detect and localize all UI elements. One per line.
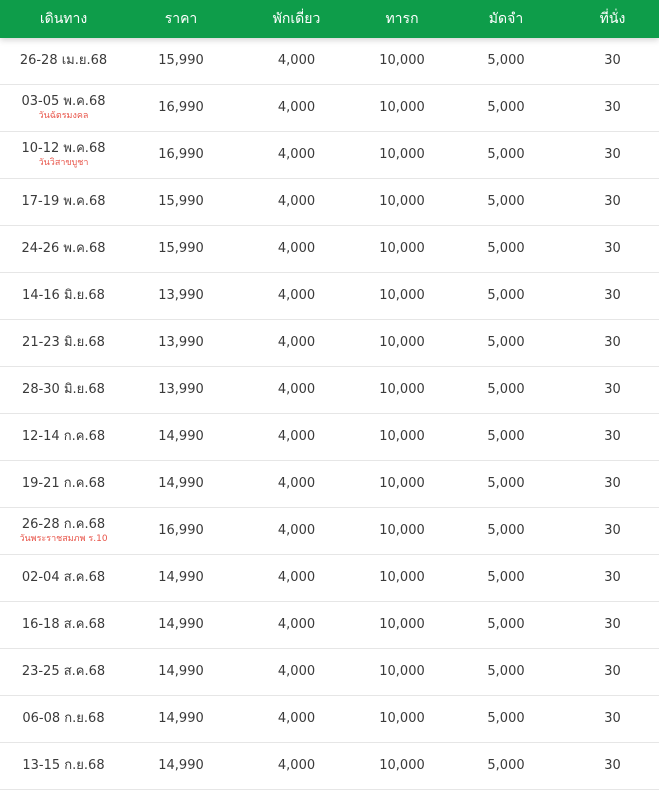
infant-cell: 10,000 [379,523,425,538]
price-cell: 13,990 [158,288,204,303]
travel-date-cell [0,758,127,774]
infant-cell: 10,000 [379,53,425,68]
single-supplement-cell: 4,000 [277,664,316,679]
table-row [0,226,659,273]
seats-cell: 30 [604,335,621,350]
deposit-cell: 5,000 [487,335,525,350]
deposit-cell: 5,000 [487,476,525,491]
price-cell: 14,990 [158,570,204,585]
price-cell: 15,990 [158,194,204,209]
single-supplement-cell: 4,000 [277,476,316,491]
seats-cell: 30 [604,711,621,726]
travel-date: 24-26 พ.ค.68 [21,241,106,256]
deposit-cell: 5,000 [487,617,525,632]
single-supplement-cell: 4,000 [277,570,316,585]
seats-cell: 30 [604,523,621,538]
deposit-cell: 5,000 [487,147,525,162]
single-supplement-cell: 4,000 [277,711,316,726]
single-supplement-cell: 4,000 [277,53,316,68]
infant-cell: 10,000 [379,100,425,115]
infant-cell: 10,000 [379,335,425,350]
travel-date-cell [0,141,127,169]
travel-date-cell [0,241,127,257]
price-cell: 14,990 [158,617,204,632]
single-supplement-cell: 4,000 [277,147,316,162]
travel-date-cell [0,570,127,586]
price-cell: 14,990 [158,758,204,773]
deposit-cell: 5,000 [487,288,525,303]
table-row [0,743,659,790]
infant-cell: 10,000 [379,758,425,773]
travel-date: 10-12 พ.ค.68 [21,141,106,156]
infant-cell: 10,000 [379,570,425,585]
deposit-cell: 5,000 [487,53,525,68]
table-row [0,85,659,132]
infant-cell: 10,000 [379,241,425,256]
travel-date: 28-30 มิ.ย.68 [22,382,105,397]
travel-date: 19-21 ก.ค.68 [21,476,106,491]
travel-date-cell [0,476,127,492]
seats-cell: 30 [604,617,621,632]
infant-cell: 10,000 [379,147,425,162]
single-supplement-cell: 4,000 [277,429,316,444]
seats-cell: 30 [604,100,621,115]
deposit-cell: 5,000 [487,711,525,726]
seats-cell: 30 [604,194,621,209]
deposit-cell: 5,000 [487,100,525,115]
travel-date: 13-15 ก.ย.68 [22,758,105,773]
table-row [0,132,659,179]
table-row [0,649,659,696]
travel-date-cell [0,711,127,727]
single-supplement-cell: 4,000 [277,758,316,773]
deposit-cell: 5,000 [487,758,525,773]
header-deposit: มัดจำ [488,11,524,27]
travel-date-cell [0,517,127,545]
travel-date-cell [0,94,127,122]
table-row [0,461,659,508]
travel-date-cell [0,617,127,633]
header-travel-date: เดินทาง [39,11,88,27]
single-supplement-cell: 4,000 [277,241,316,256]
travel-date-cell [0,382,127,398]
price-cell: 16,990 [158,147,204,162]
infant-cell: 10,000 [379,382,425,397]
table-header [0,0,659,38]
travel-date-cell [0,429,127,445]
single-supplement-cell: 4,000 [277,100,316,115]
infant-cell: 10,000 [379,617,425,632]
price-cell: 16,990 [158,100,204,115]
table-row [0,38,659,85]
single-supplement-cell: 4,000 [277,382,316,397]
table-row [0,508,659,555]
travel-date: 02-04 ส.ค.68 [21,570,106,585]
single-supplement-cell: 4,000 [277,194,316,209]
price-cell: 14,990 [158,476,204,491]
infant-cell: 10,000 [379,711,425,726]
travel-date: 26-28 เม.ย.68 [19,53,108,68]
table-row [0,602,659,649]
travel-date-cell [0,664,127,680]
seats-cell: 30 [604,241,621,256]
infant-cell: 10,000 [379,288,425,303]
infant-cell: 10,000 [379,429,425,444]
infant-cell: 10,000 [379,664,425,679]
travel-date: 12-14 ก.ค.68 [21,429,106,444]
travel-date: 16-18 ส.ค.68 [21,617,106,632]
header-infant: ทารก [385,11,419,27]
travel-date: 14-16 มิ.ย.68 [22,288,105,303]
seats-cell: 30 [604,476,621,491]
infant-cell: 10,000 [379,194,425,209]
table-row [0,367,659,414]
seats-cell: 30 [604,288,621,303]
travel-date: 03-05 พ.ค.68 [21,94,106,109]
seats-cell: 30 [604,53,621,68]
travel-date-cell [0,335,127,351]
table-row [0,320,659,367]
travel-date-cell [0,53,127,69]
travel-date-cell [0,288,127,304]
seats-cell: 30 [604,147,621,162]
price-cell: 15,990 [158,53,204,68]
price-cell: 14,990 [158,711,204,726]
table-row [0,555,659,602]
deposit-cell: 5,000 [487,382,525,397]
price-cell: 16,990 [158,523,204,538]
price-cell: 14,990 [158,664,204,679]
price-cell: 13,990 [158,335,204,350]
travel-date: 23-25 ส.ค.68 [21,664,106,679]
price-cell: 14,990 [158,429,204,444]
travel-date: 17-19 พ.ค.68 [21,194,106,209]
header-price: ราคา [164,11,198,27]
holiday-note: วันพระราชสมภพ ร.10 [19,534,108,544]
single-supplement-cell: 4,000 [277,617,316,632]
single-supplement-cell: 4,000 [277,288,316,303]
deposit-cell: 5,000 [487,194,525,209]
deposit-cell: 5,000 [487,241,525,256]
single-supplement-cell: 4,000 [277,335,316,350]
table-row [0,696,659,743]
header-seats: ที่นั่ง [599,11,626,27]
deposit-cell: 5,000 [487,570,525,585]
table-row [0,273,659,320]
seats-cell: 30 [604,758,621,773]
header-single-supplement: พักเดี่ยว [272,11,321,27]
table-row [0,179,659,226]
travel-date: 06-08 ก.ย.68 [22,711,105,726]
deposit-cell: 5,000 [487,523,525,538]
holiday-note: วันฉัตรมงคล [38,111,89,121]
seats-cell: 30 [604,570,621,585]
deposit-cell: 5,000 [487,429,525,444]
price-cell: 15,990 [158,241,204,256]
travel-date: 26-28 ก.ค.68 [21,517,106,532]
travel-date: 21-23 มิ.ย.68 [22,335,105,350]
table-body [0,38,659,790]
holiday-note: วันวิสาขบูชา [38,158,89,168]
seats-cell: 30 [604,664,621,679]
single-supplement-cell: 4,000 [277,523,316,538]
seats-cell: 30 [604,382,621,397]
seats-cell: 30 [604,429,621,444]
table-row [0,414,659,461]
travel-date-cell [0,194,127,210]
deposit-cell: 5,000 [487,664,525,679]
infant-cell: 10,000 [379,476,425,491]
price-cell: 13,990 [158,382,204,397]
